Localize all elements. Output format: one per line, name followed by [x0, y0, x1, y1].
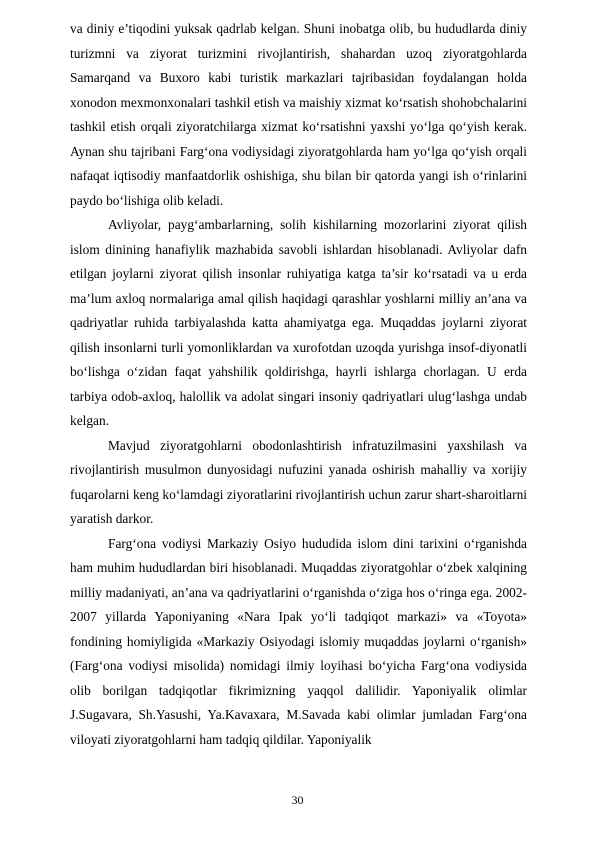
- document-body: [70, 17, 527, 752]
- paragraph-4: Farg‘ona vodiysi Markaziy Osiyo hududida islom dini tarixini o‘rganishda ham muhim hududlardan biri hisoblanadi. Muqaddas ziyoratgohlar o‘zbek xalqining milliy madaniyati, an’ana va qadriyatlarini o‘rganishda o‘ziga hos o‘ringa ega. 2002-2007 yillarda Yaponiyaning «Nara Ipak yo‘li tadqiqot markazi» va «Toyota» fondining homiyligida «Markaziy Osiyodagi islomiy muqaddas joylarni o‘rganish» (Farg‘ona vodiysi misolida) nomidagi ilmiy loyihasi bo‘yicha Farg‘ona vodiysida olib borilgan tadqiqotlar fikrimizning yaqqol dalilidir. Yaponiyalik olimlar J.Sugavara, Sh.Yasushi, Ya.Kavaxara, M.Savada kabi olimlar jumladan Farg‘ona viloyati ziyoratgohlarni ham tadqiq qildilar. Yaponiyalik: [70, 535, 527, 747]
- paragraph-2: Avliyolar, payg‘ambarlarning, solih kishilarning mozorlarini ziyorat qilish islom dinining hanafiylik mazhabida savobli ishlardan hisoblanadi. Avliyolar dafn etilgan joylarni ziyorat qilish insonlar ruhiyatiga katga ta’sir ko‘rsatadi va u erda ma’lum axloq normalariga amal qilish haqidagi qarashlar yoshlarni milliy an’ana va qadriyatlar ruhida tarbiyalashda katta ahamiyatga ega. Muqaddas joylarni ziyorat qilish insonlarni turli yomonliklardan va xurofotdan uzoqda yurishga insof-diyonatli bo‘lishga o‘zidan faqat yahshilik qoldirishga, hayrli ishlarga chorlagan. U erda tarbiya odob-axloq, halollik va adolat singari insoniy qadriyatlari ulug‘lashga undab kelgan.: [70, 217, 527, 428]
- paragraph-3: Mavjud ziyoratgohlarni obodonlashtirish infratuzilmasini yaxshilash va rivojlantirish musulmon dunyosidagi nufuzini yanada oshirish mahalliy va xorijiy fuqarolarni keng ko‘lamdagi ziyoratlarini rivojlantirish uchun zarur shart-sharoitlarni yaratish darkor.: [70, 437, 527, 526]
- paragraph-1: va diniy e’tiqodini yuksak qadrlab kelgan. Shuni inobatga olib, bu hududlarda diniy turizmni va ziyorat turizmini rivojlantirish, shahardan uzoq ziyoratgohlarda Samarqand va Buxoro kabi turistik markazlari tajribasidan foydalangan holda xonodon mexmonxonalari tashkil etish va maishiy xizmat ko‘rsatish shohobchalarini tashkil etish orqali ziyoratchilarga xizmat ko‘rsatishni yaxshi yo‘lga qo‘yish kerak. Aynan shu tajribani Farg‘ona vodiysidagi ziyoratgohlarda ham yo‘lga qo‘yish orqali nafaqat iqtisodiy manfaatdorlik oshishiga, shu bilan bir qatorda yangi ish o‘rinlarini paydo bo‘lishiga olib keladi.: [70, 21, 527, 208]
- page-number: 30: [291, 793, 304, 807]
